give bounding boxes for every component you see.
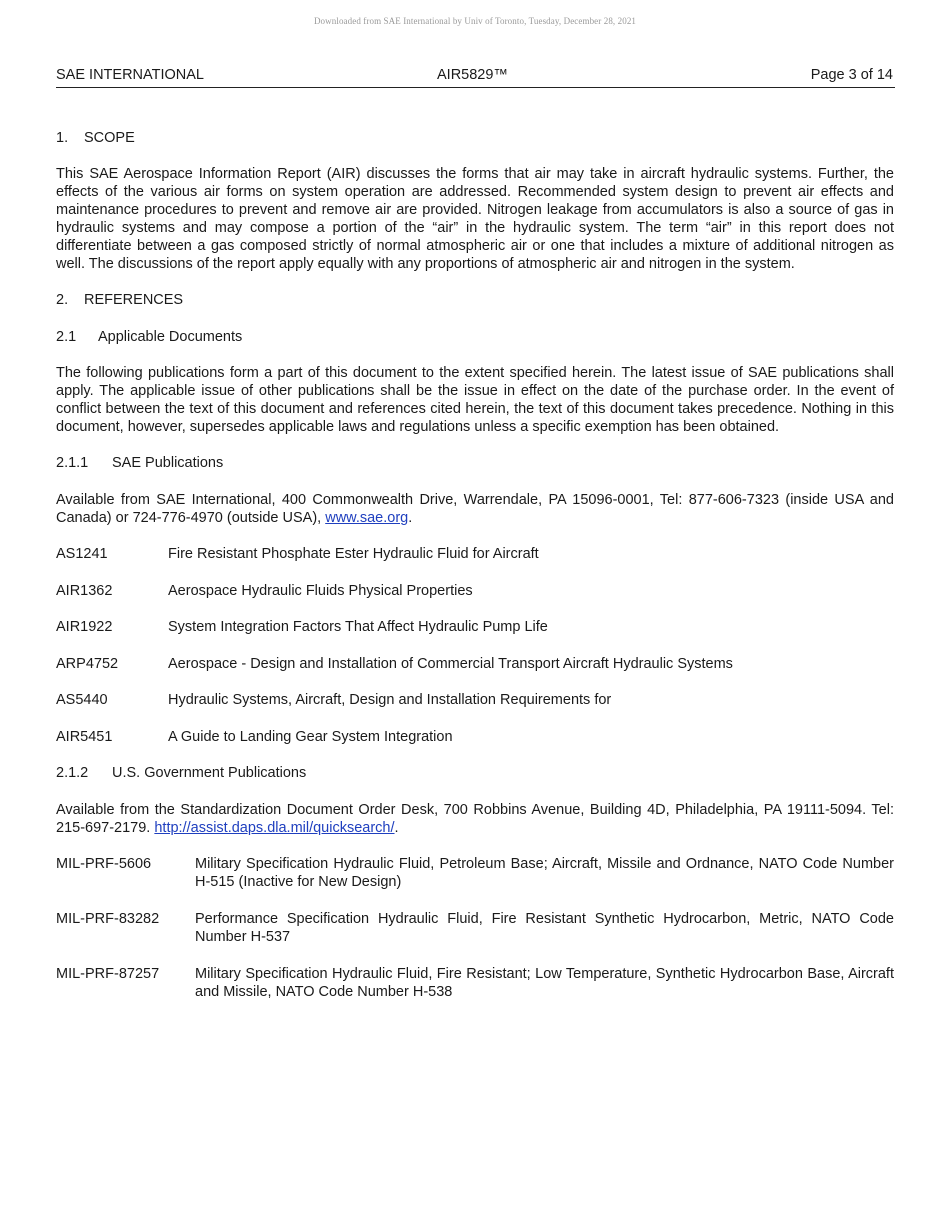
reference-title: Aerospace Hydraulic Fluids Physical Properties — [168, 583, 473, 599]
reference-id: MIL-PRF-5606 — [56, 856, 152, 872]
subsection-heading-applicable-documents — [56, 328, 894, 346]
reference-id: MIL-PRF-87257 — [56, 966, 160, 982]
header-doc-id: AIR5829™ — [437, 67, 508, 83]
reference-title: Military Specification Hydraulic Fluid, Fire Resistant; Low Temperature, Synthetic Hydrocarbon Base, Aircraft and Missile, NATO Code Number H-538 — [195, 966, 894, 1000]
reference-title: Aerospace - Design and Installation of Commercial Transport Aircraft Hydraulic Systems — [168, 656, 733, 672]
subsection-number: 2.1.1 — [56, 455, 89, 471]
sae-availability-text: Available from SAE International, 400 Commonwealth Drive, Warrendale, PA 15096-0001, Tel: 877-606-7323 (inside USA and Canada) or 724-776-4970 (outside USA), — [56, 492, 894, 526]
document-body — [56, 129, 894, 1001]
applicable-documents-paragraph: The following publications form a part of this document to the extent specified herein. The latest issue of SAE publications shall apply. The applicable issue of other publications shall be the issue in effect on the date of the purchase order. In the event of conflict between the text of this document and references cited herein, the text of this document takes precedence. Nothing in this document, however, supersedes applicable laws and regulations unless a specific exemption has been obtained. — [56, 365, 894, 435]
header-org: SAE INTERNATIONAL — [56, 67, 204, 83]
reference-id: AIR5451 — [56, 729, 113, 745]
subsection-heading-sae-publications — [56, 454, 894, 472]
government-availability-text: Available from the Standardization Document Order Desk, 700 Robbins Avenue, Building 4D, Philadelphia, PA 19111-5094. Tel: 215-697-2179. — [56, 802, 894, 836]
subsection-heading-government-publications — [56, 764, 894, 782]
government-availability-end: . — [394, 820, 399, 836]
page-header — [56, 67, 895, 88]
sae-availability-end: . — [408, 510, 413, 526]
reference-title: Hydraulic Systems, Aircraft, Design and Installation Requirements for — [168, 692, 612, 708]
scope-paragraph: This SAE Aerospace Information Report (AIR) discusses the forms that air may take in aircraft hydraulic systems. Further, the effects of the various air forms on system operation are addressed. Recommended system design to prevent air effects and maintenance procedures to prevent and remove air are provided. Nitrogen leakage from accumulators is also a source of gas in hydraulic systems and may compose a portion of the “air” in the hydraulic system. The term “air” in this report does not differentiate between a gas composed strictly of normal atmospheric air or one that includes a mixture of additional nitrogen as well. The discussions of the report apply equally with any proportions of atmospheric air and nitrogen in the system. — [56, 166, 894, 272]
subsection-number: 2.1.2 — [56, 765, 89, 781]
reference-title: Fire Resistant Phosphate Ester Hydraulic Fluid for Aircraft — [168, 546, 539, 562]
header-page-number: Page 3 of 14 — [810, 67, 893, 83]
reference-id: AIR1362 — [56, 583, 113, 599]
reference-row — [56, 855, 894, 891]
reference-title: Performance Specification Hydraulic Fluid, Fire Resistant Synthetic Hydrocarbon, Metric, NATO Code Number H-537 — [195, 911, 894, 945]
reference-row — [56, 910, 894, 946]
reference-title: A Guide to Landing Gear System Integration — [168, 729, 453, 745]
reference-row — [56, 691, 894, 709]
section-heading-scope — [56, 129, 894, 147]
section-title: SCOPE — [84, 130, 135, 146]
download-watermark: Downloaded from SAE International by Univ of Toronto, Tuesday, December 28, 2021 — [313, 16, 637, 26]
reference-id: AS5440 — [56, 692, 108, 708]
reference-row — [56, 618, 894, 636]
subsection-title: SAE Publications — [112, 455, 224, 471]
reference-id: AIR1922 — [56, 619, 113, 635]
subsection-title: Applicable Documents — [98, 329, 243, 345]
section-heading-references — [56, 291, 894, 309]
reference-row — [56, 582, 894, 600]
government-availability-paragraph — [56, 801, 894, 837]
sae-availability-paragraph — [56, 491, 894, 527]
reference-row — [56, 545, 894, 563]
reference-title: Military Specification Hydraulic Fluid, Petroleum Base; Aircraft, Missile and Ordnance, NATO Code Number H-515 (Inactive for New Design) — [195, 856, 894, 890]
section-title: REFERENCES — [84, 292, 184, 308]
subsection-title: U.S. Government Publications — [112, 765, 307, 781]
reference-id: ARP4752 — [56, 656, 119, 672]
government-publications-list — [56, 855, 894, 1001]
subsection-number: 2.1 — [56, 329, 77, 345]
sae-website-link[interactable]: www.sae.org — [325, 510, 409, 526]
sae-publications-list — [56, 545, 894, 746]
reference-row — [56, 728, 894, 746]
section-number: 1. — [56, 130, 69, 146]
assist-quicksearch-link[interactable]: http://assist.daps.dla.mil/quicksearch/ — [154, 820, 395, 836]
reference-title: System Integration Factors That Affect Hydraulic Pump Life — [168, 619, 548, 635]
reference-id: AS1241 — [56, 546, 108, 562]
section-number: 2. — [56, 292, 69, 308]
reference-id: MIL-PRF-83282 — [56, 911, 160, 927]
reference-row — [56, 965, 894, 1001]
reference-row — [56, 655, 894, 673]
